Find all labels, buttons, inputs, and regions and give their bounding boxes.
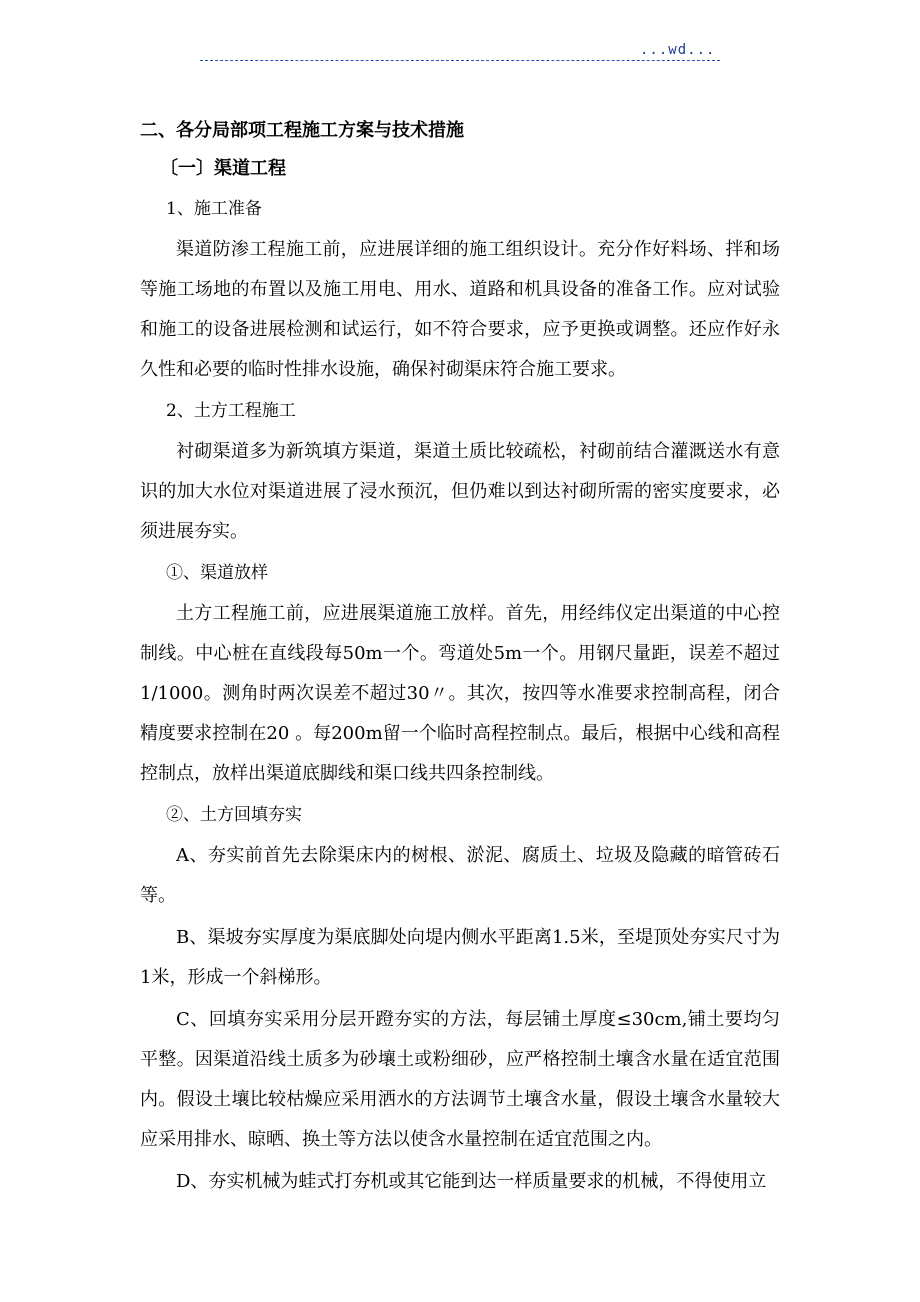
subitem-title-backfill: ②、土方回填夯实 (166, 805, 302, 825)
paragraph-a: A、夯实前首先去除渠床内的树根、淤泥、腐质土、垃圾及隐藏的暗管砖石等。 (140, 845, 780, 906)
subsection-title: 〔一〕渠道工程 (160, 158, 286, 179)
header-watermark: ...wd... (640, 42, 716, 58)
paragraph-d: D、夯实机械为蛙式打夯机或其它能到达一样质量要求的机械，不得使用立 (176, 1171, 767, 1192)
document-body (140, 112, 780, 1202)
paragraph-construction-prep: 渠道防渗工程施工前，应进展详细的施工组织设计。充分作好料场、拌和场等施工场地的布置以及施工用电、用水、道路和机具设备的准备工作。应对试验和施工的设备进展检测和试运行，如不符合要求，应予更换或调整。还应作好永久性和必要的临时性排水设施，确保衬砌渠床符合施工要求。 (140, 239, 780, 380)
header-dashed-rule (200, 60, 720, 61)
paragraph-earthwork: 衬砌渠道多为新筑填方渠道，渠道土质比较疏松，衬砌前结合灌溉送水有意识的加大水位对渠道进展了浸水预沉，但仍难以到达衬砌所需的密实度要求，必须进展夯实。 (140, 441, 780, 542)
section-title: 二、各分局部项工程施工方案与技术措施 (140, 120, 464, 141)
paragraph-staking: 土方工程施工前，应进展渠道施工放样。首先，用经纬仪定出渠道的中心控制线。中心桩在直线段每50m一个。弯道处5m一个。用钢尺量距，误差不超过1/1000。测角时两次误差不超过30〃。其次，按四等水准要求控制高程，闭合精度要求控制在20 。每200m留一个临时高程控制点。最后，根据中心线和高程控制点，放样出渠道底脚线和渠口线共四条控制线。 (140, 603, 780, 784)
subitem-title-staking: ①、渠道放样 (166, 563, 268, 583)
item-title-earthwork: 2、土方工程施工 (166, 401, 296, 421)
paragraph-c: C、回填夯实采用分层开蹬夯实的方法，每层铺土厚度≤30cm,铺土要均匀平整。因渠道沿线土质多为砂壤土或粉细砂，应严格控制土壤含水量在适宜范围内。假设土壤比较枯燥应采用洒水的方法调节土壤含水量，假设土壤含水量较大应采用排水、晾晒、换土等方法以使含水量控制在适宜范围之内。 (140, 1009, 780, 1150)
item-title-construction-prep: 1、施工准备 (166, 199, 262, 219)
paragraph-b: B、渠坡夯实厚度为渠底脚处向堤内侧水平距离1.5米，至堤顶处夯实尺寸为1米，形成一个斜梯形。 (140, 927, 780, 988)
